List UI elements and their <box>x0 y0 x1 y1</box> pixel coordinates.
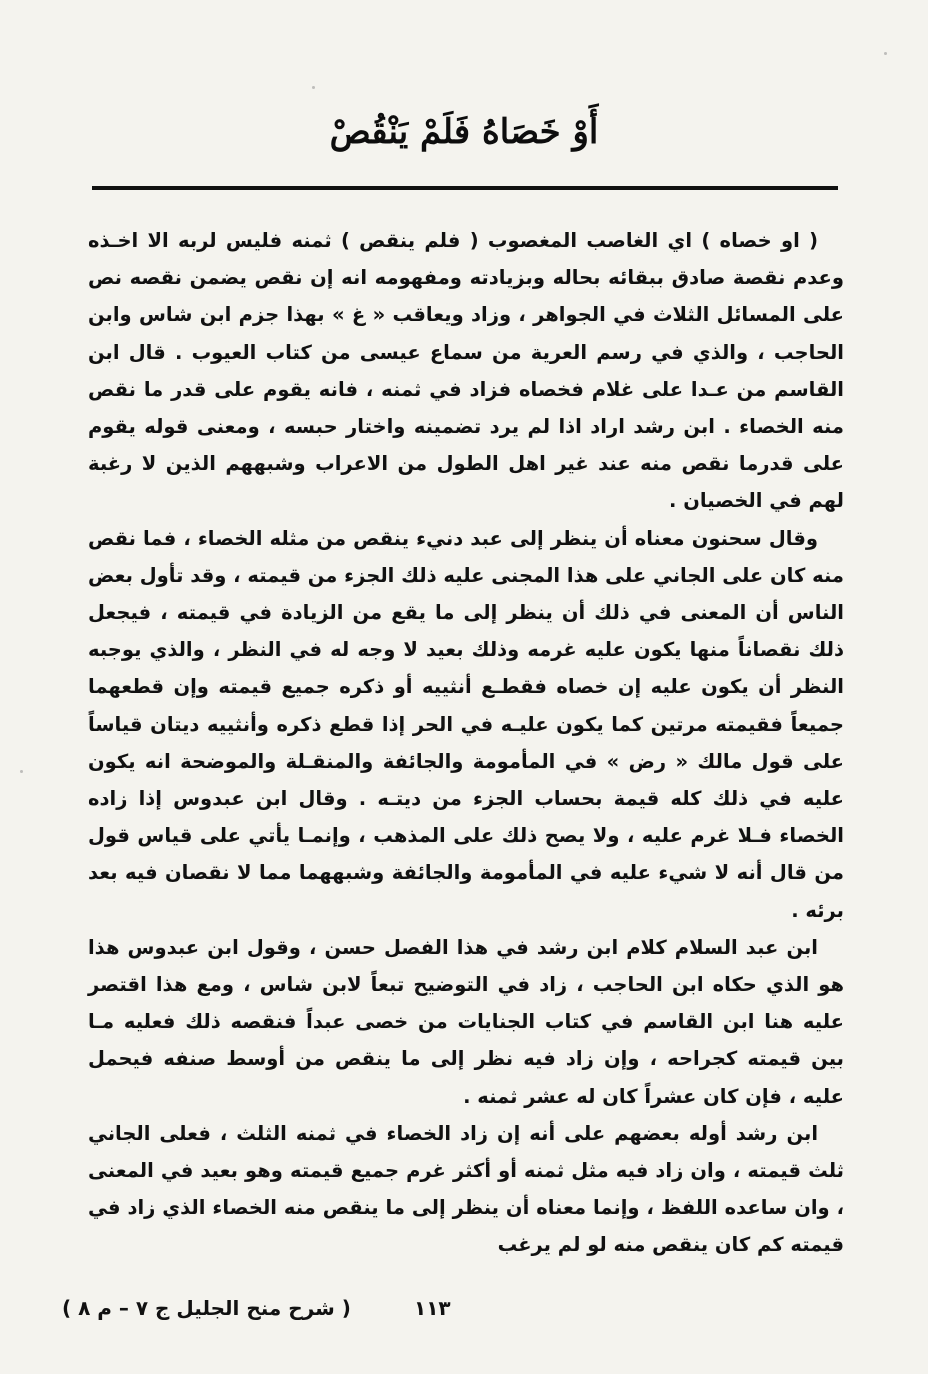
paragraph-2: وقال سحنون معناه أن ينظر إلى عبد دنيء ينقص من مثله الخصاء ، فما نقص منه كان على الجاني على هذا المجنى عليه ذلك الجزء من قيمته ، وقد تأول بعض الناس أن المعنى في ذلك أن ينظر إلى ما يقع من الزيادة في قيمته ، فيجعل ذلك نقصاناً منها يكون عليه غرمه وذلك بعيد لا وجه له في النظر ، والذي يوجبه النظر أن يكون عليه إن خصاه فقطـع أنثييه أو ذكره جميع قيمته وإن قطعهما جميعاً فقيمته مرتين كما يكون عليـه في الحر إذا قطع ذكره وأنثييه ديتان قياساً على قول مالك « رض » في المأمومة والجائفة والمنقـلة والموضحة انه يكون عليه في ذلك كله قيمة بحساب الجزء من ديتـه . وقال ابن عبدوس إذا زاده الخصاء فـلا غرم عليه ، ولا يصح ذلك على المذهب ، وإنمـا يأتي على قياس قول من قال أنه لا شيء عليه في المأمومة والجائفة وشبههما مما لا نقصان فيه بعد برئه . <box>88 526 844 922</box>
source-reference: ( شرح منح الجليل ج ٧ – م ٨ ) <box>62 1296 351 1320</box>
paragraph-1: ( او خصاه ) اي الغاصب المغصوب ( فلم ينقص ) ثمنه فليس لربه الا اخـذه وعدم نقصة صادق ببقائه بحاله وبزيادته ومفهومه انه إن نقص يضمن نقصه نص على المسائل الثلاث في الجواهر ، وزاد ويعاقب « غ » بهذا جزم ابن شاس وابن الحاجب ، والذي في رسم العرية من سماع عيسى من كتاب العيوب . قال ابن القاسم من عـدا على غلام فخصاه فزاد في ثمنه ، فانه يقوم على قدر ما نقص منه الخصاء . ابن رشد اراد اذا لم يرد تضمينه واختار حبسه ، ومعنى قوله يقوم على قدرما نقص منه عند غير اهل الطول من الاعراب وشبههم الذين لا رغبة لهم في الخصيان . <box>88 229 844 513</box>
scan-speck <box>20 770 23 773</box>
scan-speck <box>884 52 887 55</box>
body-text <box>88 222 844 1264</box>
scan-speck <box>312 86 315 89</box>
paragraph-4: ابن رشد أوله بعضهم على أنه إن زاد الخصاء في ثمنه الثلث ، فعلى الجاني ثلث قيمته ، وان زاد فيه مثل ثمنه أو أكثر غرم جميع قيمته وهو بعيد في المعنى ، وان ساعده اللفظ ، وإنما معناه أن ينظر إلى ما ينقص منه الخصاء الذي زاد في قيمته كم كان ينقص منه لو لم يرغب <box>88 1121 844 1257</box>
heading-divider <box>92 186 838 190</box>
paragraph-3: ابن عبد السلام كلام ابن رشد في هذا الفصل حسن ، وقول ابن عبدوس هذا هو الذي حكاه ابن الحاجب ، زاد في التوضيح تبعاً لابن شاس ، ومع هذا اقتصر عليه هنا ابن القاسم في كتاب الجنايات من خصى عبداً فنقصه ذلك فعليه مـا بين قيمته كجراحه ، وإن زاد فيه نظر إلى ما ينقص من أوسط صنفه فيحمل عليه ، فإن كان عشراً كان له عشر ثمنه . <box>88 935 844 1108</box>
page-number: ١١٣ <box>414 1296 451 1320</box>
page-footer <box>0 1292 928 1332</box>
chapter-heading: أَوْ خَصَاهُ فَلَمْ يَنْقُصْ <box>329 112 599 152</box>
